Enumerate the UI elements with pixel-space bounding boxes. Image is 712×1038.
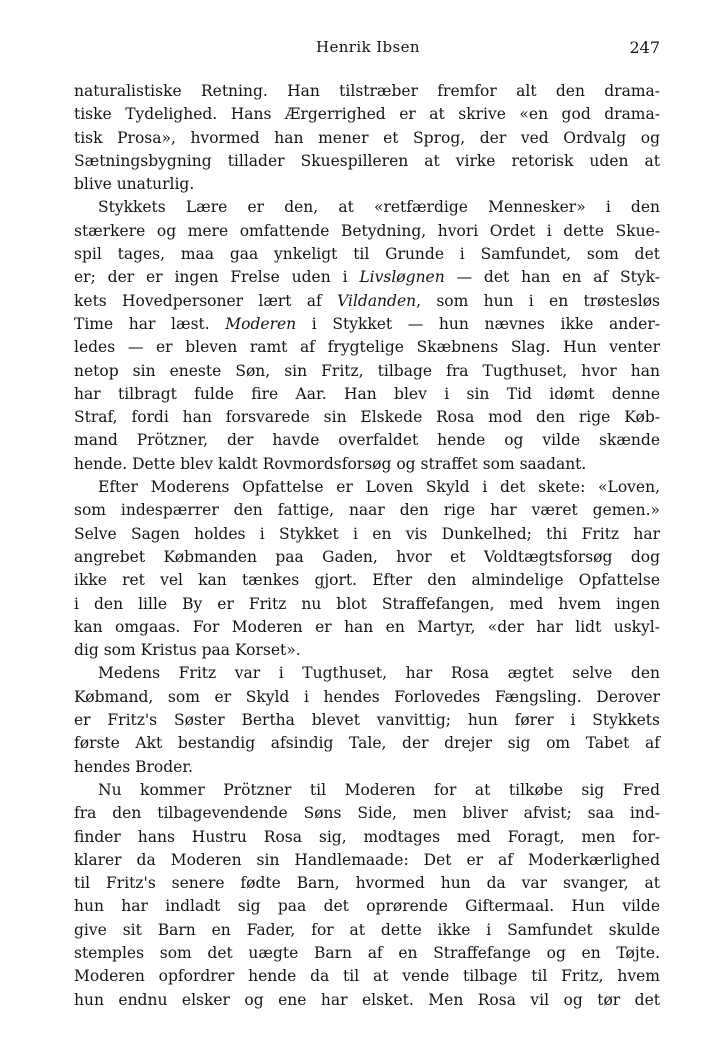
text-segment: er; der er ingen Frelse uden i bbox=[74, 268, 360, 287]
text-line bbox=[74, 360, 660, 383]
text-segment: Nu kommer Prötzner til Moderen for at tilkøbe sig Fred bbox=[98, 780, 660, 799]
text-segment: Efter Moderens Opfattelse er Loven Skyld i det skete: «Loven, bbox=[98, 478, 660, 497]
text-segment: i Stykket — hun nævnes ikke ander- bbox=[296, 314, 660, 333]
text-line bbox=[74, 103, 660, 126]
text-line bbox=[74, 173, 660, 196]
text-segment: Sætningsbygning tillader Skuespilleren at virke retorisk uden at bbox=[74, 151, 660, 170]
text-line bbox=[74, 290, 660, 313]
text-segment: fra den tilbagevendende Søns Side, men bliver afvist; saa ind- bbox=[74, 804, 660, 823]
text-line bbox=[74, 849, 660, 872]
text-segment: ledes — er bleven ramt af frygtelige Skæbnens Slag. Hun venter bbox=[74, 338, 660, 357]
text-segment: klarer da Moderen sin Handlemaade: Det er af Moderkærlighed bbox=[74, 850, 660, 869]
text-line bbox=[74, 872, 660, 895]
text-line bbox=[74, 313, 660, 336]
text-line bbox=[74, 499, 660, 522]
text-line bbox=[74, 779, 660, 802]
text-segment: tisk Prosa», hvormed han mener et Sprog, der ved Ordvalg og bbox=[74, 128, 660, 147]
text-segment: som indespærrer den fattige, naar den rige har været gemen.» bbox=[74, 501, 660, 520]
running-title: Henrik Ibsen bbox=[315, 38, 420, 56]
text-line bbox=[74, 406, 660, 429]
text-segment: finder hans Hustru Rosa sig, modtages med Foragt, men for- bbox=[74, 827, 660, 846]
text-segment: Selve Sagen holdes i Stykket i en vis Dunkelhed; thi Fritz har bbox=[74, 524, 660, 543]
text-line bbox=[74, 220, 660, 243]
text-line bbox=[74, 756, 660, 779]
text-segment: Straf, fordi han forsvarede sin Elskede Rosa mod den rige Køb- bbox=[74, 408, 660, 427]
text-segment: i den lille By er Fritz nu blot Straffefangen, med hvem ingen bbox=[74, 594, 660, 613]
text-line bbox=[74, 919, 660, 942]
italic-title: Livsløgnen bbox=[359, 268, 445, 287]
text-line bbox=[74, 826, 660, 849]
text-line bbox=[74, 662, 660, 685]
text-line bbox=[74, 895, 660, 918]
text-segment: hun endnu elsker og ene har elsket. Men Rosa vil og tør det bbox=[74, 990, 660, 1009]
text-segment: har tilbragt fulde fire Aar. Han blev i sin Tid idømt denne bbox=[74, 384, 660, 403]
text-line bbox=[74, 383, 660, 406]
text-segment: kan omgaas. For Moderen er han en Martyr, «der har lidt uskyl- bbox=[74, 617, 660, 636]
text-line bbox=[74, 709, 660, 732]
text-line bbox=[74, 686, 660, 709]
text-line bbox=[74, 127, 660, 150]
text-segment: Købmand, som er Skyld i hendes Forlovedes Fængsling. Derover bbox=[74, 687, 660, 706]
text-line bbox=[74, 965, 660, 988]
text-line bbox=[74, 569, 660, 592]
text-segment: mand Prötzner, der havde overfaldet hende og vilde skænde bbox=[74, 431, 660, 450]
text-segment: give sit Barn en Fader, for at dette ikke i Samfundet skulde bbox=[74, 920, 660, 939]
text-segment: stærkere og mere omfattende Betydning, hvori Ordet i dette Skue- bbox=[74, 221, 660, 240]
text-segment: netop sin eneste Søn, sin Fritz, tilbage fra Tugthuset, hvor han bbox=[74, 361, 660, 380]
text-line bbox=[74, 942, 660, 965]
text-segment: angrebet Købmanden paa Gaden, hvor et Voldtægtsforsøg dog bbox=[74, 547, 660, 566]
text-segment: hende. Dette blev kaldt Rovmordsforsøg og straffet som saadant. bbox=[74, 454, 587, 473]
text-line bbox=[74, 802, 660, 825]
italic-title: Vildanden bbox=[337, 291, 417, 310]
page-number: 247 bbox=[629, 38, 660, 57]
running-head bbox=[70, 38, 666, 62]
text-segment: kets Hovedpersoner lært af bbox=[74, 291, 338, 310]
text-line bbox=[74, 639, 660, 662]
italic-title: Moderen bbox=[225, 314, 297, 333]
text-line bbox=[74, 336, 660, 359]
text-segment: spil tages, maa gaa ynkeligt til Grunde i Samfundet, som det bbox=[74, 245, 660, 264]
text-line bbox=[74, 80, 660, 103]
text-segment: Moderen opfordrer hende da til at vende tilbage til Fritz, hvem bbox=[74, 967, 660, 986]
text-segment: til Fritz's senere fødte Barn, hvormed hun da var svanger, at bbox=[74, 874, 660, 893]
text-line bbox=[74, 429, 660, 452]
text-segment: naturalistiske Retning. Han tilstræber fremfor alt den drama- bbox=[74, 82, 660, 100]
text-line bbox=[74, 616, 660, 639]
text-line bbox=[74, 989, 660, 1012]
text-segment: Time har læst. bbox=[74, 314, 226, 333]
text-line bbox=[74, 476, 660, 499]
text-line bbox=[74, 546, 660, 569]
text-line bbox=[74, 523, 660, 546]
text-line bbox=[74, 593, 660, 616]
text-line bbox=[74, 196, 660, 219]
text-segment: Stykkets Lære er den, at «retfærdige Mennesker» i den bbox=[98, 198, 660, 217]
text-segment: stemples som det uægte Barn af en Straffefange og en Tøjte. bbox=[74, 943, 660, 962]
text-line bbox=[74, 243, 660, 266]
text-segment: blive unaturlig. bbox=[74, 175, 195, 194]
text-segment: , som hun i en trøstesløs bbox=[416, 291, 661, 310]
text-segment: første Akt bestandig afsindig Tale, der drejer sig om Tabet af bbox=[74, 734, 660, 753]
body-text bbox=[74, 80, 660, 1012]
text-segment: hendes Broder. bbox=[74, 757, 193, 776]
text-segment: tiske Tydelighed. Hans Ærgerrighed er at skrive «en god drama- bbox=[74, 105, 660, 124]
text-segment: dig som Kristus paa Korset». bbox=[74, 641, 301, 660]
text-segment: hun har indladt sig paa det oprørende Giftermaal. Hun vilde bbox=[74, 897, 660, 916]
text-line bbox=[74, 453, 660, 476]
text-segment: ikke ret vel kan tænkes gjort. Efter den almindelige Opfattelse bbox=[74, 571, 660, 590]
text-line bbox=[74, 266, 660, 289]
text-line bbox=[74, 732, 660, 755]
text-segment: Medens Fritz var i Tugthuset, har Rosa ægtet selve den bbox=[98, 664, 660, 683]
text-segment: er Fritz's Søster Bertha blevet vanvittig; hun fører i Stykkets bbox=[74, 711, 660, 730]
text-line bbox=[74, 150, 660, 173]
text-segment: — det han en af Styk- bbox=[444, 268, 661, 287]
